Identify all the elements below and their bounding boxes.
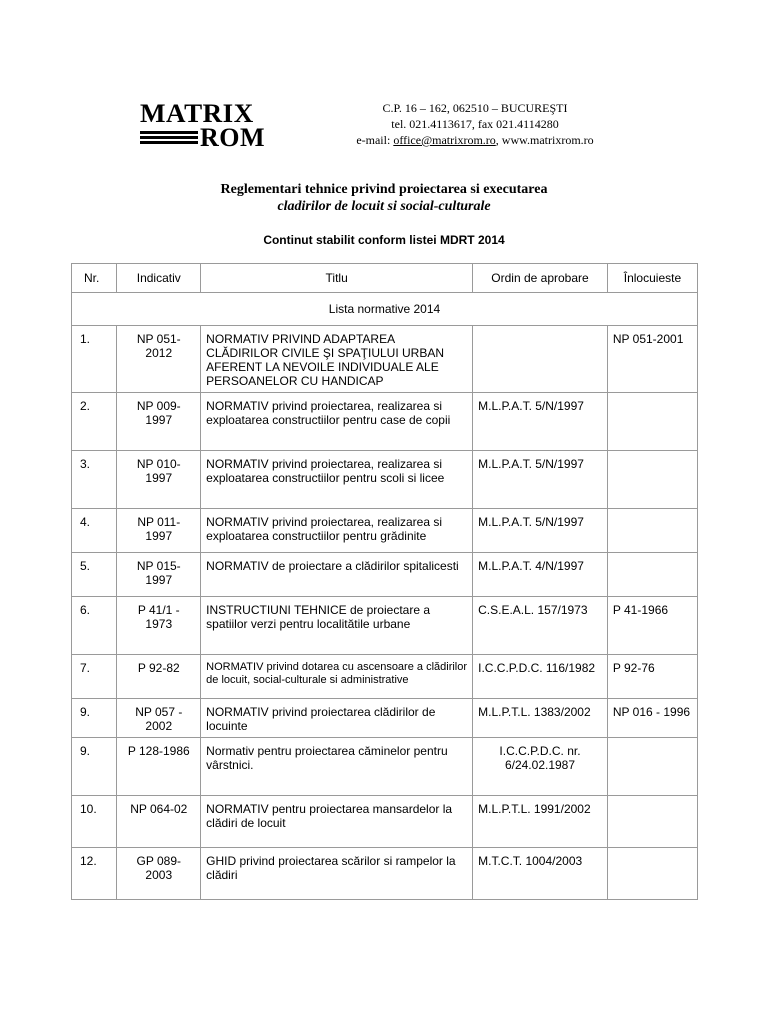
cell-inlocuieste: NP 051-2001 [607,326,697,393]
cell-titlu: GHID privind proiectarea scărilor si rampelor la clădiri [201,848,473,900]
contact-block [300,100,650,148]
cell-indicativ: GP 089- 2003 [117,848,201,900]
cell-nr: 6. [72,597,117,655]
cell-titlu: NORMATIV pentru proiectarea mansardelor la clădiri de locuit [201,796,473,848]
table-header-row [72,264,698,293]
cell-ordin: C.S.E.A.L. 157/1973 [473,597,608,655]
cell-nr: 2. [72,393,117,451]
cell-inlocuieste [607,393,697,451]
cell-ordin: M.L.P.A.T. 5/N/1997 [473,393,608,451]
cell-ordin: M.L.P.A.T. 5/N/1997 [473,509,608,553]
cell-nr: 10. [72,796,117,848]
cell-titlu: NORMATIV privind proiectarea, realizarea si exploatarea constructiilor pentru case de copii [201,393,473,451]
cell-indicativ: NP 051- 2012 [117,326,201,393]
cell-ordin: M.L.P.A.T. 4/N/1997 [473,553,608,597]
cell-inlocuieste [607,509,697,553]
table-row [72,655,698,699]
table-row [72,597,698,655]
cell-inlocuieste [607,553,697,597]
cell-inlocuieste [607,848,697,900]
cell-ordin: I.C.C.P.D.C. nr. 6/24.02.1987 [473,738,608,796]
cell-nr: 9. [72,738,117,796]
cell-inlocuieste [607,796,697,848]
cell-titlu: NORMATIV de proiectare a clădirilor spitalicesti [201,553,473,597]
cell-inlocuieste: P 92-76 [607,655,697,699]
cell-inlocuieste: P 41-1966 [607,597,697,655]
cell-nr: 5. [72,553,117,597]
cell-indicativ: NP 015- 1997 [117,553,201,597]
table-row [72,796,698,848]
logo-text-matrix: MATRIX [140,99,254,128]
title-line-1: Reglementari tehnice privind proiectarea si executarea [220,182,548,197]
web-address: , www.matrixrom.ro [495,133,594,147]
cell-inlocuieste [607,451,697,509]
document-title [0,181,768,215]
cell-nr: 4. [72,509,117,553]
section-row [72,293,698,326]
cell-titlu: INSTRUCTIUNI TEHNICE de proiectare a spatiilor verzi pentru localitătile urbane [201,597,473,655]
header-titlu: Titlu [201,264,473,293]
cell-ordin: I.C.C.P.D.C. 116/1982 [473,655,608,699]
cell-inlocuieste: NP 016 - 1996 [607,699,697,738]
cell-nr: 3. [72,451,117,509]
cell-titlu: NORMATIV PRIVIND ADAPTAREA CLĂDIRILOR CIVILE ŞI SPAŢIULUI URBAN AFERENT LA NEVOILE INDIVIDUALE ALE PERSOANELOR CU HANDICAP [201,326,473,393]
table-row [72,738,698,796]
cell-indicativ: NP 010- 1997 [117,451,201,509]
email-prefix: e-mail: [356,133,394,147]
cell-ordin: M.L.P.A.T. 5/N/1997 [473,451,608,509]
title-line-2: cladirilor de locuit si social-culturale [277,199,491,214]
table-row [72,326,698,393]
section-label: Lista normative 2014 [72,293,698,326]
cell-indicativ: P 128-1986 [117,738,201,796]
logo-text-rom: ROM [200,123,266,152]
table-row [72,848,698,900]
cell-nr: 7. [72,655,117,699]
cell-nr: 1. [72,326,117,393]
table-row [72,509,698,553]
cell-indicativ: P 92-82 [117,655,201,699]
cell-indicativ: NP 064-02 [117,796,201,848]
email-link[interactable]: office@matrixrom.ro [393,133,496,147]
header-ordin: Ordin de aprobare [473,264,608,293]
header-inlocuieste: Înlocuieste [607,264,697,293]
cell-indicativ: P 41/1 - 1973 [117,597,201,655]
cell-ordin: M.L.P.T.L. 1991/2002 [473,796,608,848]
cell-titlu: NORMATIV privind proiectarea, realizarea si exploatarea constructiilor pentru grădinite [201,509,473,553]
cell-titlu: NORMATIV privind proiectarea clădirilor de locuinte [201,699,473,738]
cell-indicativ: NP 009- 1997 [117,393,201,451]
cell-ordin [473,326,608,393]
cell-nr: 12. [72,848,117,900]
cell-inlocuieste [607,738,697,796]
cell-indicativ: NP 011- 1997 [117,509,201,553]
header-nr: Nr. [72,264,117,293]
contact-phone: tel. 021.4113617, fax 021.4114280 [391,117,559,131]
document-subtitle: Continut stabilit conform listei MDRT 2014 [263,233,505,247]
cell-titlu: NORMATIV privind dotarea cu ascensoare a clădirilor de locuit, social-culturale si administrative [201,655,473,699]
cell-indicativ: NP 057 - 2002 [117,699,201,738]
regulations-table [71,263,698,900]
matrixrom-logo [138,100,282,152]
table-row [72,553,698,597]
cell-ordin: M.L.P.T.L. 1383/2002 [473,699,608,738]
contact-address: C.P. 16 – 162, 062510 – BUCUREŞTI [382,101,568,115]
table-row [72,451,698,509]
table-row [72,393,698,451]
cell-nr: 9. [72,699,117,738]
header-indicativ: Indicativ [117,264,201,293]
contact-email-line [300,132,650,148]
logo-stripes [140,131,198,146]
cell-titlu: Normativ pentru proiectarea căminelor pentru vârstnici. [201,738,473,796]
cell-titlu: NORMATIV privind proiectarea, realizarea si exploatarea constructiilor pentru scoli si licee [201,451,473,509]
table-row [72,699,698,738]
cell-ordin: M.T.C.T. 1004/2003 [473,848,608,900]
